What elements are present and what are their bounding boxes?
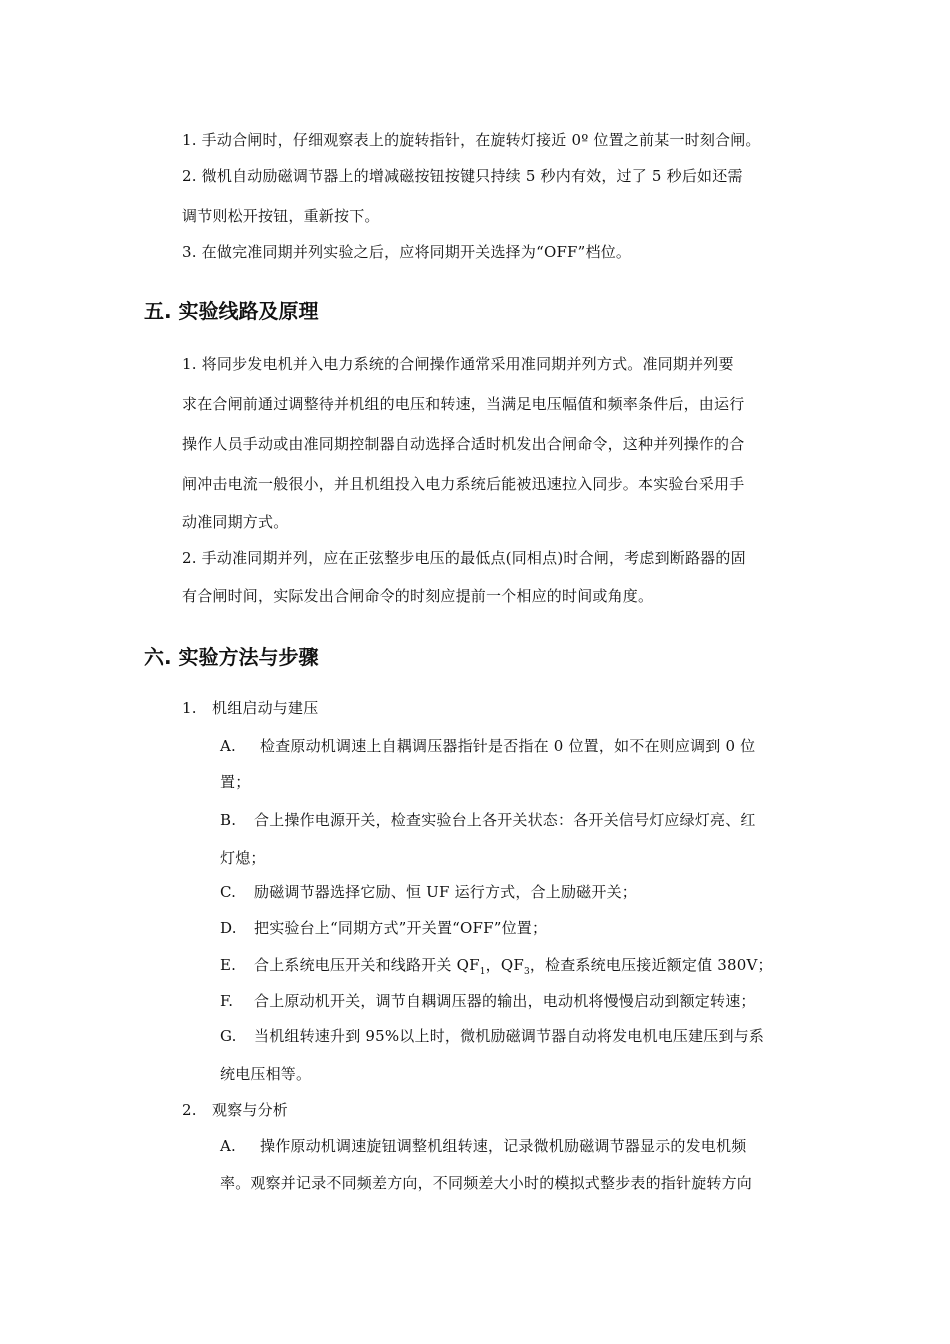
step-1-g-text: 当机组转速升到 95%以上时，微机励磁调节器自动将发电机电压建压到与系: [254, 1027, 765, 1045]
s5-p2-line-1: 2. 手动准同期并列，应在正弦整步电压的最低点(同相点)时合闸，考虑到断路器的固: [182, 549, 746, 567]
note-2-line-2: 调节则松开按钮，重新按下。: [182, 207, 380, 225]
step-2-a-line-2: 率。观察并记录不同频差方向，不同频差大小时的模拟式整步表的指针旋转方向: [220, 1174, 753, 1192]
step-1-g-line-1: [220, 1026, 764, 1046]
step-2-a-text: 操作原动机调速旋钮调整机组转速，记录微机励磁调节器显示的发电机频: [260, 1137, 747, 1155]
qf-subscript-1: 1: [479, 967, 486, 977]
step-1-f-label: F.: [220, 992, 234, 1010]
step-1-g-label: G.: [220, 1027, 237, 1045]
step-1-title: 机组启动与建压: [212, 699, 319, 717]
section-6-title: 六. 实验方法与步骤: [144, 645, 319, 669]
note-2-line-1: 2. 微机自动励磁调节器上的增减磁按钮按键只持续 5 秒内有效，过了 5 秒后如还需: [182, 167, 743, 185]
qf-subscript-3: 3: [523, 967, 530, 977]
step-1-a-text: 检查原动机调速上自耦调压器指针是否指在 0 位置，如不在则应调到 0 位: [260, 737, 756, 755]
step-2-a-label: A.: [220, 1137, 237, 1155]
step-1-d: [220, 918, 547, 938]
s5-p2-line-2: 有合闸时间，实际发出合闸命令的时刻应提前一个相应的时间或角度。: [182, 587, 654, 605]
step-1-a-label: A.: [220, 737, 237, 755]
step-1-a-line-1: [220, 736, 755, 756]
section-5-title: 五. 实验线路及原理: [144, 299, 319, 323]
step-1-c-text: 励磁调节器选择它励、恒 UF 运行方式，合上励磁开关；: [254, 883, 637, 901]
step-1-b-line-1: [220, 810, 756, 830]
note-1: 1. 手动合闸时，仔细观察表上的旋转指针，在旋转灯接近 0º 位置之前某一时刻合闸。: [182, 131, 761, 149]
step-1-number: 1.: [182, 699, 197, 717]
step-1-f: [220, 991, 756, 1011]
step-2-heading: [182, 1100, 288, 1120]
step-2-title: 观察与分析: [212, 1101, 289, 1119]
step-2-number: 2.: [182, 1101, 197, 1119]
step-1-b-line-2: 灯熄；: [220, 849, 266, 867]
step-1-heading: [182, 698, 318, 718]
step-2-a-line-1: [220, 1136, 746, 1156]
step-1-e-text-pre: 合上系统电压开关和线路开关 QF: [254, 956, 480, 974]
step-1-f-text: 合上原动机开关，调节自耦调压器的输出，电动机将慢慢启动到额定转速；: [254, 992, 756, 1010]
s5-p1-line-2: 求在合闸前通过调整待并机组的电压和转速，当满足电压幅值和频率条件后，由运行: [182, 395, 745, 413]
step-1-d-label: D.: [220, 919, 237, 937]
s5-p1-line-5: 动准同期方式。: [182, 513, 289, 531]
step-1-d-text: 把实验台上“同期方式”开关置“OFF”位置；: [254, 919, 548, 937]
step-1-e-text-mid: ，QF: [485, 956, 524, 974]
s5-p1-line-3: 操作人员手动或由准同期控制器自动选择合适时机发出合闸命令，这种并列操作的合: [182, 435, 745, 453]
step-1-e: [220, 955, 773, 975]
step-1-b-label: B.: [220, 811, 237, 829]
step-1-b-text: 合上操作电源开关，检查实验台上各开关状态：各开关信号灯应绿灯亮、红: [254, 811, 756, 829]
step-1-a-line-2: 置；: [220, 773, 251, 791]
step-1-c-label: C.: [220, 883, 237, 901]
s5-p1-line-1: 1. 将同步发电机并入电力系统的合闸操作通常采用准同期并列方式。准同期并列要: [182, 355, 734, 373]
step-1-g-line-2: 统电压相等。: [220, 1065, 312, 1083]
step-1-e-label: E.: [220, 956, 237, 974]
step-1-e-text-post: ，检查系统电压接近额定值 380V；: [529, 956, 773, 974]
step-1-c: [220, 882, 637, 902]
note-3: 3. 在做完准同期并列实验之后，应将同期开关选择为“OFF”档位。: [182, 243, 632, 261]
s5-p1-line-4: 闸冲击电流一般很小，并且机组投入电力系统后能被迅速拉入同步。本实验台采用手: [182, 475, 745, 493]
